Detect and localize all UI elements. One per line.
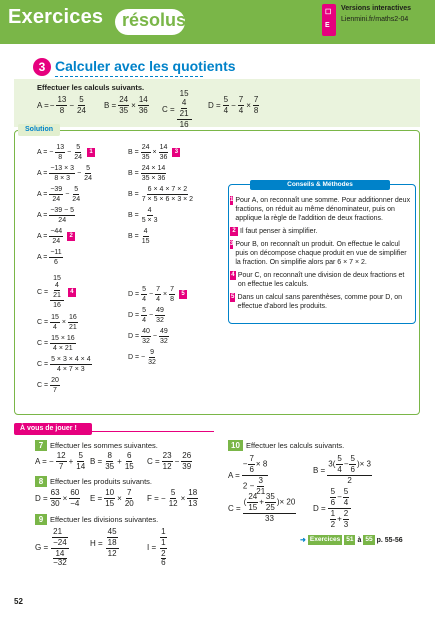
- solution-A-line: A = $\frac{-13 \times 3}{8 \times 3}$ − $\frac{5}{24}$: [37, 165, 92, 182]
- fraction: $\frac{24}{35}$: [141, 144, 150, 161]
- exercices-to: 55: [365, 536, 373, 543]
- fraction: $\frac{49}{32}$: [159, 328, 168, 345]
- solution-D-line: D = − $\frac{9}{32}$: [128, 349, 156, 366]
- solution-B-column: [128, 142, 228, 247]
- fraction: $\frac{24 \times 14}{35 \times 36}$: [141, 165, 166, 182]
- fraction: $\frac{6 \times 4 \times 7 \times 2}{7 \times 5 \times 6 \times 3 \times 2}$: [141, 186, 194, 203]
- header-title: Exercices: [8, 6, 104, 28]
- ex7-header: [35, 440, 158, 451]
- solution-B-line: B = $\frac{6 \times 4 \times 7 \times 2}{7 \times 5 \times 6 \times 3 \times 2}$: [128, 186, 194, 203]
- fraction: $\frac{-39}{24}$: [50, 186, 63, 203]
- fraction: $\frac{5}{24}$: [84, 165, 92, 182]
- conseil-number: 3: [230, 241, 234, 247]
- versions-icon-top: ☐: [325, 9, 332, 16]
- solution-C-line: C = 15 4 21 16 4: [37, 272, 117, 312]
- fraction: $\frac{40}{32}$: [142, 328, 150, 345]
- solution-A-line: A = $\frac{-39 - 5}{24}$: [37, 207, 75, 224]
- ex8-D: D = $\frac{63}{30}$ × $\frac{60}{-4}$: [35, 488, 80, 508]
- fraction: $\frac{5}{24}$: [74, 144, 83, 161]
- ex7-A: A = − $\frac{12}{7}$ + $\frac{5}{14}$: [35, 451, 86, 471]
- fraction: $\frac{16}{21}$: [68, 314, 77, 331]
- exercices-tag: Exercices: [309, 536, 341, 543]
- versions-link[interactable]: Lienmini.fr/maths2-04: [341, 16, 409, 23]
- ex9-label: Effectuer les divisions suivantes.: [50, 515, 159, 524]
- ex10-B: B = 3( $\frac{5}{4}$ − $\frac{5}{6}$ )× 3 2: [313, 454, 371, 485]
- method-marker: 1: [87, 148, 95, 157]
- method-marker: 2: [67, 232, 75, 241]
- solution-A-column: [37, 142, 117, 268]
- solution-C-line: C = $\frac{15 \times 16}{4 \times 21}$: [37, 335, 75, 352]
- page-number: 52: [14, 597, 23, 606]
- ex10-header: [228, 440, 344, 451]
- fraction: $\frac{5}{24}$: [72, 186, 81, 203]
- conseil-item: [230, 196, 412, 223]
- fraction: $\frac{4}{5 \times 3}$: [141, 207, 158, 224]
- fraction: $\frac{4}{15}$: [141, 228, 150, 245]
- exercices-a: à: [357, 536, 362, 544]
- ex9-header: [35, 514, 158, 525]
- arrow-right-icon: ➜: [300, 537, 306, 544]
- solution-A-line: A = $\frac{-11}{6}$: [37, 249, 62, 266]
- exercices-from: 51: [346, 536, 354, 543]
- ex10-C: C = ( $\frac{24}{15}$ + $\frac{35}{25}$ )× 20 33: [228, 492, 296, 523]
- ex7-C: C = $\frac{23}{12}$ − $\frac{26}{39}$: [147, 451, 192, 471]
- fraction: $\frac{49}{32}$: [156, 307, 164, 324]
- exercices-pages: p. 55-56: [376, 536, 403, 544]
- exercices-reference[interactable]: [300, 535, 403, 545]
- method-marker: 3: [172, 148, 180, 157]
- conseil-number: 5: [231, 294, 235, 300]
- ex8-E: E = $\frac{10}{15}$ × $\frac{7}{20}$: [90, 488, 134, 508]
- ex10-A: A = − $\frac{7}{6}$ × 8 2 − $\frac{3}{21}$: [228, 454, 268, 496]
- versions-icon-bottom: E: [325, 22, 330, 29]
- fraction: $\frac{7}{4}$: [156, 286, 160, 303]
- ex9-G: G = 21 −24 14 −32: [35, 527, 67, 567]
- fraction: $\frac{5}{4}$: [142, 307, 146, 324]
- section-underline: [55, 76, 203, 77]
- solution-C-line: C = $\frac{15}{4}$ × $\frac{16}{21}$: [37, 314, 77, 331]
- fraction: $\frac{13}{8}$: [56, 144, 65, 161]
- solution-C-column: [37, 272, 117, 396]
- solution-B-line: B = $\frac{4}{5 \times 3}$: [128, 207, 158, 224]
- ex8-number: 8: [35, 476, 47, 487]
- conseil-item: [230, 293, 412, 311]
- ex9-number: 9: [35, 514, 47, 525]
- solution-B-line: B = $\frac{4}{15}$: [128, 228, 150, 245]
- solution-D-line: D = $\frac{5}{4}$ − $\frac{49}{32}$: [128, 307, 164, 324]
- fraction: $\frac{9}{32}$: [148, 349, 156, 366]
- problem-B: B = $\frac{24}{35}$ × $\frac{14}{36}$: [104, 95, 148, 115]
- avous-banner: À vous de jouer !: [14, 423, 92, 435]
- fraction: $\frac{-13 \times 3}{8 \times 3}$: [50, 165, 75, 182]
- problem-C: C = 15 4 21 16: [162, 90, 193, 129]
- solution-A-line: A = $\frac{-44}{24}$ 2: [37, 226, 117, 247]
- solution-C-line: C = $\frac{5 \times 3 \times 4 \times 4}{4 \times 7 \times 3}$: [37, 356, 91, 373]
- fraction: $\frac{-44}{24}$: [50, 228, 63, 245]
- fraction: $\frac{15}{4}$: [51, 314, 59, 331]
- section-number: 3: [33, 58, 51, 76]
- solution-A-line: A = − $\frac{13}{8}$ − $\frac{5}{24}$ 1: [37, 142, 117, 163]
- ex8-header: [35, 476, 152, 487]
- fraction: $\frac{20}{7}$: [51, 377, 59, 394]
- conseil-number: 4: [231, 272, 235, 278]
- ex7-label: Effectuer les sommes suivantes.: [50, 441, 158, 450]
- fraction: 4 21: [53, 282, 61, 299]
- conseil-text: Dans un calcul sans parenthèses, comme pour D, on effectue d'abord les produits.: [237, 294, 403, 310]
- fraction: $\frac{5}{4}$: [142, 286, 146, 303]
- ex9-H: H = 45 18 12: [90, 527, 117, 558]
- solution-A-line: A = $\frac{-39}{24}$ − $\frac{5}{24}$: [37, 186, 81, 203]
- solution-D-line: D = $\frac{5}{4}$ − $\frac{7}{4}$ × $\frac{7}{8}$ 5: [128, 284, 228, 305]
- fraction: $\frac{7}{8}$: [170, 286, 174, 303]
- versions-icon: [322, 4, 336, 36]
- ex8-F: F = − $\frac{5}{12}$ × $\frac{18}{13}$: [147, 488, 198, 508]
- fraction: $\frac{15 \times 16}{4 \times 21}$: [51, 335, 75, 352]
- method-marker: 5: [179, 290, 187, 299]
- problem-D: D = $\frac{5}{4}$ − $\frac{7}{4}$ × $\frac{7}{8}$: [208, 95, 259, 115]
- ex10-number: 10: [228, 440, 243, 451]
- ex7-B: B = $\frac{8}{35}$ + $\frac{6}{15}$: [90, 451, 134, 471]
- fraction: $\frac{5 \times 3 \times 4 \times 4}{4 \times 7 \times 3}$: [51, 356, 91, 373]
- header-badge-text: résolus: [122, 10, 187, 30]
- solution-B-line: B = $\frac{24}{35}$ × $\frac{14}{36}$ 3: [128, 142, 228, 163]
- solution-tab: Solution: [18, 124, 60, 136]
- conseil-number: 2: [230, 227, 238, 236]
- conseil-text: Pour C, on reconnaît une division de deux fractions et on effectue les calculs.: [237, 272, 405, 288]
- problem-A: A = − $\frac{13}{8}$ − $\frac{5}{24}$: [37, 95, 86, 115]
- fraction: $\frac{-39 - 5}{24}$: [50, 207, 75, 224]
- method-marker: 4: [68, 288, 76, 297]
- conseil-text: Pour A, on reconnaît une somme. Pour additionner deux fractions, on réduit au même dénominateur, puis on applique la règle de l'addition de deux fractions.: [235, 197, 411, 222]
- solution-D-line: D = $\frac{40}{32}$ − $\frac{49}{32}$: [128, 328, 168, 345]
- conseils-title: Conseils & Méthodes: [250, 180, 390, 190]
- ex10-D: D = $\frac{5}{6}$ − $\frac{5}{4}$ $\frac{1}{2}$ + $\frac{2}{3}$: [313, 488, 352, 529]
- conseil-item: [230, 271, 412, 289]
- solution-D-column: [128, 284, 228, 368]
- fraction: $\frac{-11}{6}$: [50, 249, 62, 266]
- ex10-label: Effectuer les calculs suivants.: [246, 441, 345, 450]
- conseil-text: Pour B, on reconnaît un produit. On effectue le calcul puis on décompose chaque produit en vue de simplifier la fraction. On simplifie alors par 6 × 7 × 2.: [235, 241, 407, 266]
- ex7-number: 7: [35, 440, 47, 451]
- ex8-label: Effectuer les produits suivants.: [50, 477, 152, 486]
- solution-C-line: C = $\frac{20}{7}$: [37, 377, 59, 394]
- conseils-list: [230, 196, 412, 315]
- versions-label: Versions interactives: [341, 5, 412, 12]
- fraction: $\frac{14}{36}$: [159, 144, 168, 161]
- solution-B-line: B = $\frac{24 \times 14}{35 \times 36}$: [128, 165, 166, 182]
- conseil-item: [230, 227, 412, 236]
- section-title: Calculer avec les quotients: [55, 58, 236, 74]
- conseil-number: 1: [230, 197, 234, 203]
- ex9-I: I = 1 1 2 6: [147, 527, 166, 567]
- conseil-item: [230, 240, 412, 267]
- problem-intro: Effectuer les calculs suivants.: [37, 83, 145, 92]
- conseil-text: Il faut penser à simplifier.: [240, 228, 318, 235]
